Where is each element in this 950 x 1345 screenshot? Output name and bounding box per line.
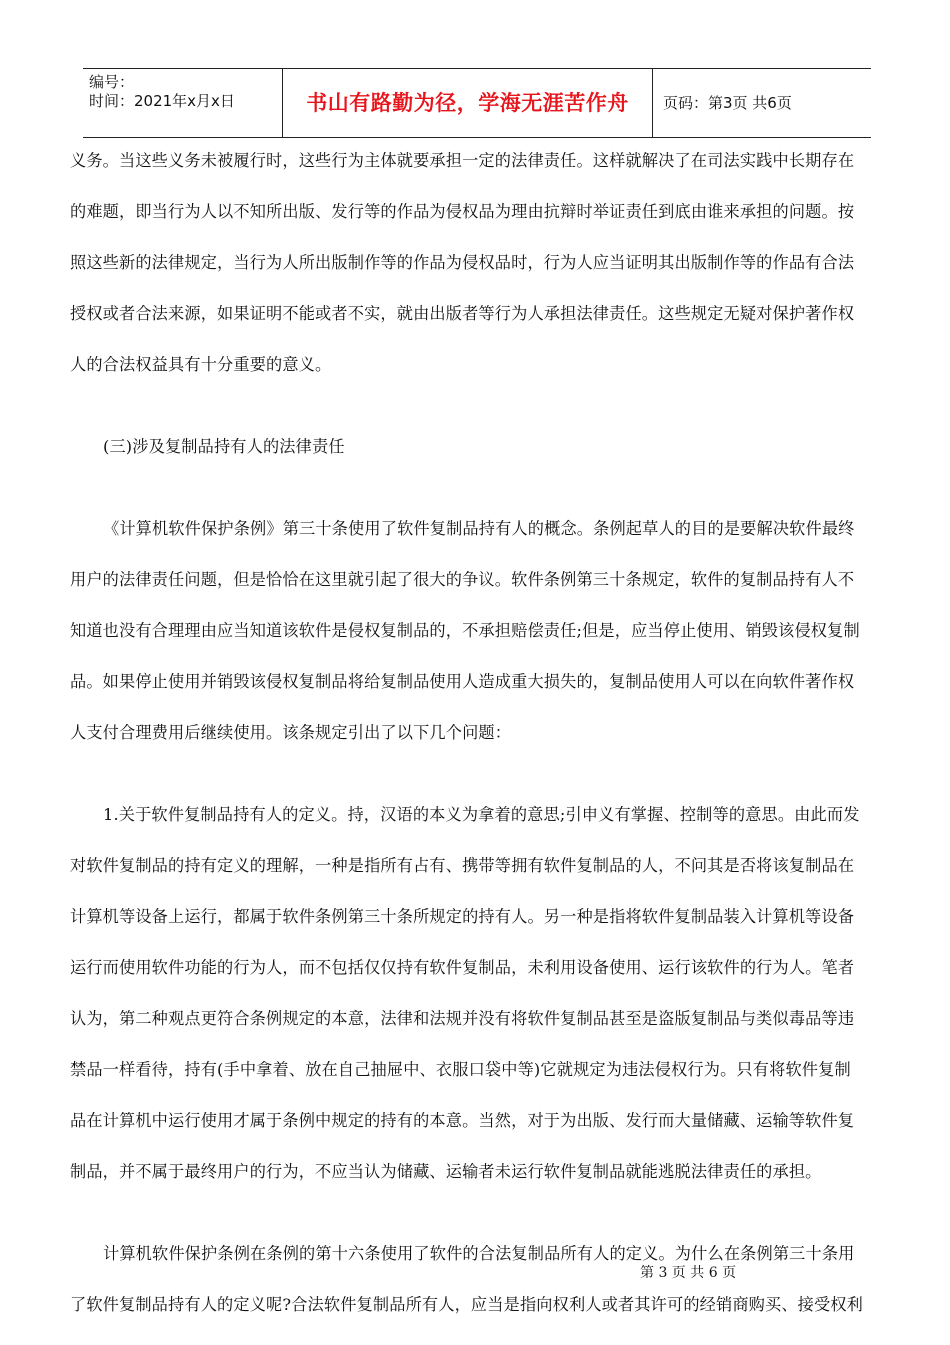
paragraph-holder-definition <box>70 804 880 1212</box>
section-heading: (三)涉及复制品持有人的法律责任 <box>103 437 345 456</box>
text-line: 人的合法权益具有十分重要的意义。 <box>70 355 332 374</box>
text-line: 运行而使用软件功能的行为人，而不包括仅仅持有软件复制品，未利用设备使用、运行该软件的行为人。笔者 <box>70 958 855 977</box>
document-number-label: 编号： <box>89 73 135 91</box>
header-page-number: 页码：第3页 共6页 <box>663 94 792 112</box>
text-line: 品。如果停止使用并销毁该侵权复制品将给复制品使用人造成重大损失的，复制品使用人可以在向软件著作权 <box>70 672 855 691</box>
paragraph-obligations <box>70 150 880 405</box>
page-footer: 第 3 页 共 6 页 <box>640 1265 737 1281</box>
header-motto: 书山有路勤为径，学海无涯苦作舟 <box>283 69 653 137</box>
paragraph-article-30 <box>70 518 880 773</box>
text-line: 品在计算机中运行使用才属于条例中规定的持有的本意。当然，对于为出版、发行而大量储藏、运输等软件复 <box>70 1111 855 1130</box>
paragraph-article-16 <box>70 1243 880 1345</box>
text-line: 认为，第二种观点更符合条例规定的本意，法律和法规并没有将软件复制品甚至是盗版复制品与类似毒品等违 <box>70 1009 855 1028</box>
text-line: 知道也没有合理理由应当知道该软件是侵权复制品的，不承担赔偿责任;但是，应当停止使用、销毁该侵权复制 <box>70 621 860 640</box>
text-line: 禁品一样看待，持有(手中拿着、放在自己抽屉中、衣服口袋中等)它就规定为违法侵权行为。只有将软件复制 <box>70 1060 851 1079</box>
text-line: 计算机软件保护条例在条例的第十六条使用了软件的合法复制品所有人的定义。为什么在条例第三十条用 <box>103 1244 855 1263</box>
text-line: 义务。当这些义务未被履行时，这些行为主体就要承担一定的法律责任。这样就解决了在司法实践中长期存在 <box>70 151 855 170</box>
text-line: 授权或者合法来源，如果证明不能或者不实，就由出版者等行为人承担法律责任。这些规定无疑对保护著作权 <box>70 304 855 323</box>
text-line: 1.关于软件复制品持有人的定义。持，汉语的本义为拿着的意思;引申义有掌握、控制等的意思。由此而发 <box>103 805 860 824</box>
text-line: 用户的法律责任问题，但是恰恰在这里就引起了很大的争议。软件条例第三十条规定，软件的复制品持有人不 <box>70 570 855 589</box>
page-header <box>83 68 871 138</box>
text-line: 人支付合理费用后继续使用。该条规定引出了以下几个问题： <box>70 723 512 742</box>
text-line: 计算机等设备上运行，都属于软件条例第三十条所规定的持有人。另一种是指将软件复制品装入计算机等设备 <box>70 907 855 926</box>
document-date-label: 时间：2021年x月x日 <box>89 92 235 110</box>
text-line: 了软件复制品持有人的定义呢?合法软件复制品所有人，应当是指向权利人或者其许可的经销商购买、接受权利 <box>70 1295 864 1314</box>
text-line: 照这些新的法律规定，当行为人所出版制作等的作品为侵权品时，行为人应当证明其出版制作等的作品有合法 <box>70 253 855 272</box>
text-line: 制品，并不属于最终用户的行为，不应当认为储藏、运输者未运行软件复制品就能逃脱法律责任的承担。 <box>70 1162 822 1181</box>
header-meta <box>83 69 283 137</box>
text-line: 对软件复制品的持有定义的理解，一种是指所有占有、携带等拥有软件复制品的人，不问其是否将该复制品在 <box>70 856 855 875</box>
text-line: 的难题，即当行为人以不知所出版、发行等的作品为侵权品为理由抗辩时举证责任到底由谁来承担的问题。按 <box>70 202 855 221</box>
document-body <box>70 150 880 1345</box>
text-line: 《计算机软件保护条例》第三十条使用了软件复制品持有人的概念。条例起草人的目的是要解决软件最终 <box>103 519 855 538</box>
